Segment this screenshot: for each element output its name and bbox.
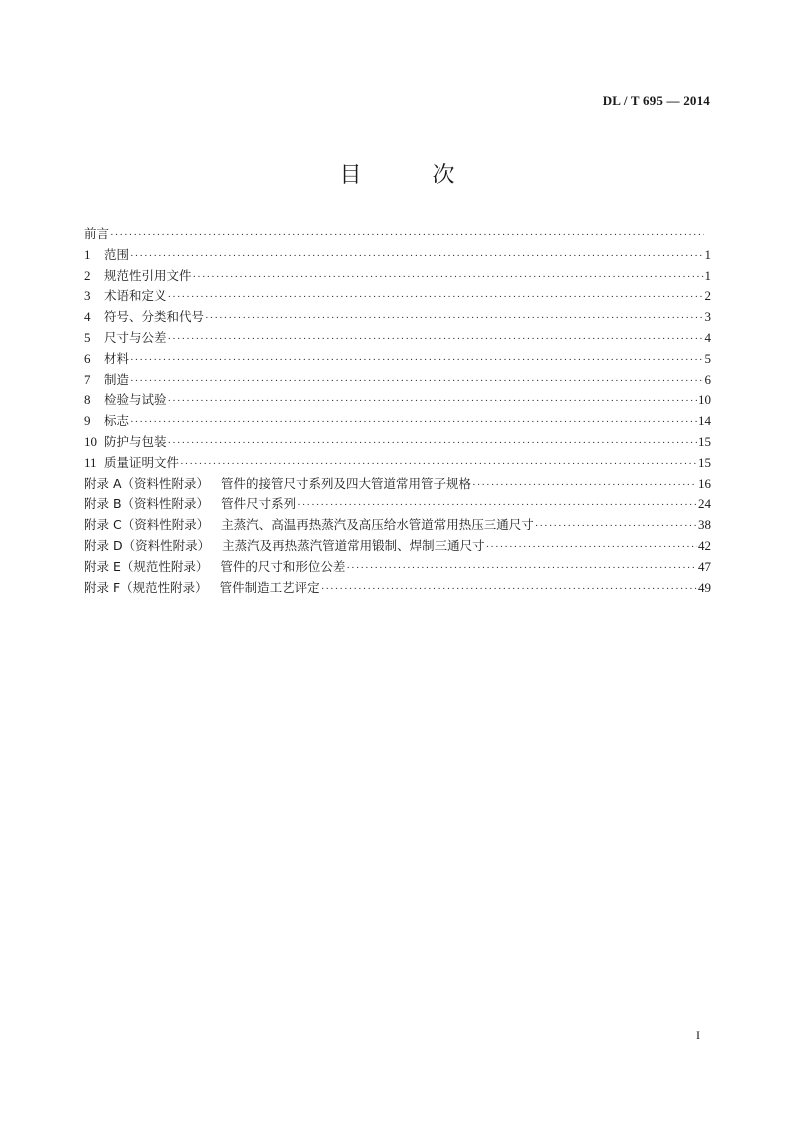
toc-entry-number: 10: [84, 433, 97, 449]
page-number: I: [696, 1028, 700, 1042]
toc-entry-label: 附录 D（资料性附录）: [84, 537, 211, 553]
toc-entry-number: 4: [84, 309, 91, 325]
toc-entry-number: 6: [84, 350, 91, 366]
toc-entry-page: 24: [698, 496, 711, 512]
toc-leader-dots: [346, 558, 697, 579]
document-code: DL / T 695 — 2014: [602, 93, 710, 108]
toc-entry-number: 8: [84, 392, 91, 408]
toc-entry-page: 15: [698, 433, 711, 449]
toc-leader-dots: [130, 246, 703, 267]
toc-entry-page: 1: [704, 246, 711, 262]
toc-entry[interactable]: [84, 557, 711, 578]
toc-entry-label: 附录 E（规范性附录）: [84, 558, 209, 574]
toc-entry[interactable]: [84, 349, 711, 370]
toc-leader-dots: [130, 371, 703, 392]
toc-entry-label: 前言: [84, 226, 110, 241]
toc-entry-page: 3: [704, 309, 711, 325]
toc-entry-label: 范围: [104, 246, 130, 262]
toc-entry[interactable]: [84, 328, 711, 349]
toc-entry[interactable]: [84, 286, 711, 307]
toc-entry-label: 附录 C（资料性附录）: [84, 517, 210, 533]
toc-entry-page: 1: [704, 267, 711, 283]
toc-entry-label: 符号、分类和代号: [104, 309, 205, 325]
toc-entry-page: 4: [704, 329, 711, 345]
toc-entry[interactable]: [84, 515, 711, 536]
toc-leader-dots: [486, 537, 697, 558]
toc-entry-page: 15: [698, 454, 711, 470]
toc-entry[interactable]: [84, 453, 711, 474]
toc-entry-label: 材料: [104, 350, 130, 366]
toc-entry-number: 11: [84, 454, 97, 470]
toc-entry-label: 规范性引用文件: [104, 267, 192, 283]
toc-entry-number: 7: [84, 371, 91, 387]
toc-entry-label: 标志: [104, 413, 130, 429]
toc-entry-label: 附录 A（资料性附录）: [84, 475, 210, 491]
toc-entry-label: 质量证明文件: [104, 454, 180, 470]
toc-entry-subtitle: 主蒸汽及再热蒸汽管道常用锻制、焊制三通尺寸: [222, 537, 485, 553]
toc-leader-dots: [205, 308, 703, 329]
toc-entry-page: 16: [698, 475, 711, 491]
toc-entry[interactable]: [84, 578, 711, 599]
toc-entry-number: 3: [84, 288, 91, 304]
toc-entry-page: 38: [698, 517, 711, 533]
toc-leader-dots: [168, 391, 697, 412]
table-of-contents: [84, 224, 711, 598]
toc-leader-dots: [535, 516, 697, 537]
toc-entry-page: 6: [704, 371, 711, 387]
toc-entry-number: 1: [84, 246, 91, 262]
toc-entry-number: 2: [84, 267, 91, 283]
toc-entry-label: 防护与包装: [104, 433, 167, 449]
toc-entry[interactable]: [84, 411, 711, 432]
toc-leader-dots: [130, 412, 697, 433]
toc-leader-dots: [297, 495, 697, 516]
toc-entry-subtitle: 管件的接管尺寸系列及四大管道常用管子规格: [221, 475, 472, 491]
toc-entry-label: 附录 B（资料性附录）: [84, 496, 210, 512]
toc-entry-page: 49: [698, 579, 711, 595]
toc-entry-label: 术语和定义: [104, 288, 167, 304]
toc-leader-dots: [168, 329, 704, 350]
toc-leader-dots: [110, 225, 704, 246]
toc-entry[interactable]: [84, 390, 711, 411]
toc-entry-page: 42: [698, 537, 711, 553]
toc-leader-dots: [130, 350, 703, 371]
page-title: 目 次: [339, 163, 487, 188]
toc-entry-subtitle: 管件尺寸系列: [221, 496, 297, 512]
toc-leader-dots: [193, 267, 704, 288]
toc-leader-dots: [168, 287, 704, 308]
toc-entry[interactable]: [84, 432, 711, 453]
toc-entry-page: 5: [704, 350, 711, 366]
toc-entry-number: 5: [84, 329, 91, 345]
toc-entry-subtitle: 主蒸汽、高温再热蒸汽及高压给水管道常用热压三通尺寸: [221, 517, 534, 533]
toc-entry[interactable]: [84, 370, 711, 391]
toc-entry[interactable]: [84, 536, 711, 557]
toc-entry-label: 附录 F（规范性附录）: [84, 579, 208, 595]
toc-leader-dots: [321, 579, 697, 600]
toc-leader-dots: [180, 454, 697, 475]
toc-entry-label: 尺寸与公差: [104, 329, 167, 345]
toc-leader-dots: [472, 475, 697, 496]
toc-entry[interactable]: [84, 245, 711, 266]
toc-entry-page: 14: [698, 413, 711, 429]
toc-entry[interactable]: [84, 474, 711, 495]
toc-entry-subtitle: 管件制造工艺评定: [219, 579, 320, 595]
toc-entry[interactable]: [84, 307, 711, 328]
toc-entry[interactable]: [84, 494, 711, 515]
toc-entry-subtitle: 管件的尺寸和形位公差: [220, 558, 346, 574]
toc-entry-page: 2: [704, 288, 711, 304]
toc-entry-label: 检验与试验: [104, 392, 167, 408]
toc-entry[interactable]: [84, 266, 711, 287]
toc-entry[interactable]: [84, 224, 711, 245]
toc-entry-number: 9: [84, 413, 91, 429]
toc-leader-dots: [168, 433, 697, 454]
toc-entry-page: 47: [698, 558, 711, 574]
toc-entry-page: 10: [698, 392, 711, 408]
toc-entry-label: 制造: [104, 371, 130, 387]
